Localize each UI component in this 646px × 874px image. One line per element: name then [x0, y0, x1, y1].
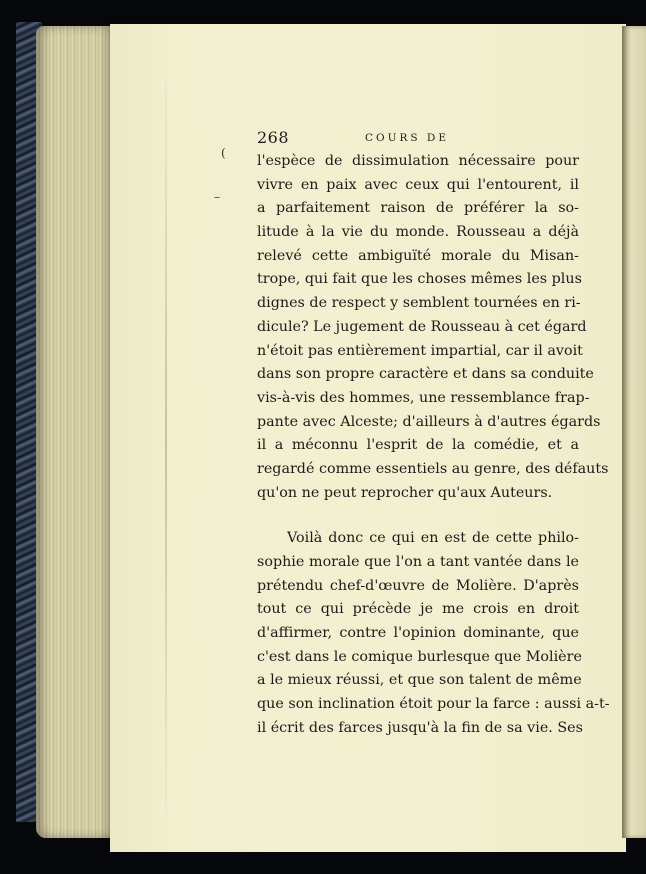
paragraph-1: [257, 150, 609, 505]
text-line: il écrit des farces jusqu'à la fin de sa vie. Ses: [257, 719, 583, 736]
text-line: vivre en paix avec ceux qui l'entourent, il: [257, 176, 579, 193]
text-line: tout ce qui précède je me crois en droit: [257, 601, 579, 618]
paragraph-spacer: [257, 505, 579, 527]
page-number: 268: [257, 128, 290, 147]
text-line: l'espèce de dissimulation nécessaire pour: [257, 153, 579, 169]
text-line: n'étoit pas entièrement impartial, car il avoit: [257, 342, 583, 359]
text-line: qu'on ne peut reprocher qu'aux Auteurs.: [257, 484, 553, 501]
text-line: regardé comme essentiels au genre, des défauts: [257, 460, 609, 477]
paragraph-2: [257, 527, 610, 740]
text-line: dicule? Le jugement de Rousseau à cet égard: [257, 318, 587, 335]
text-line: relevé cette ambiguïté morale du Misan-: [257, 247, 579, 264]
margin-mark: –: [214, 190, 220, 204]
text-line: que son inclination étoit pour la farce : aussi a-t-: [257, 696, 610, 713]
text-line: a le mieux réussi, et que son talent de même: [257, 672, 582, 689]
page-header: [257, 126, 579, 150]
text-line: Voilà donc ce qui en est de cette philo-: [287, 530, 579, 547]
text-line: trope, qui fait que les choses mêmes les plus: [257, 271, 582, 288]
text-line: c'est dans le comique burlesque que Molière: [257, 648, 582, 665]
text-line: pante avec Alceste; d'ailleurs à d'autres égards: [257, 413, 601, 430]
page-fold-line: [165, 40, 167, 850]
margin-mark: (: [221, 146, 226, 160]
text-line: litude à la vie du monde. Rousseau a déjà: [257, 224, 579, 241]
text-line: vis-à-vis des hommes, une ressemblance frap-: [257, 389, 590, 406]
text-line: dignes de respect y semblent tournées en ri-: [257, 295, 581, 312]
text-line: sophie morale que l'on a tant vantée dans le: [257, 554, 579, 570]
text-line: dans son propre caractère et dans sa conduite: [257, 366, 594, 383]
running-head: COURS DE: [365, 132, 450, 144]
text-line: a parfaitement raison de préférer la so-: [257, 200, 579, 217]
page-text: [257, 126, 610, 741]
text-line: prétendu chef-d'œuvre de Molière. D'après: [257, 577, 579, 594]
facing-page-edge: [622, 26, 646, 838]
text-line: d'affirmer, contre l'opinion dominante, que: [257, 625, 579, 642]
text-line: il a méconnu l'esprit de la comédie, et a: [257, 437, 579, 454]
